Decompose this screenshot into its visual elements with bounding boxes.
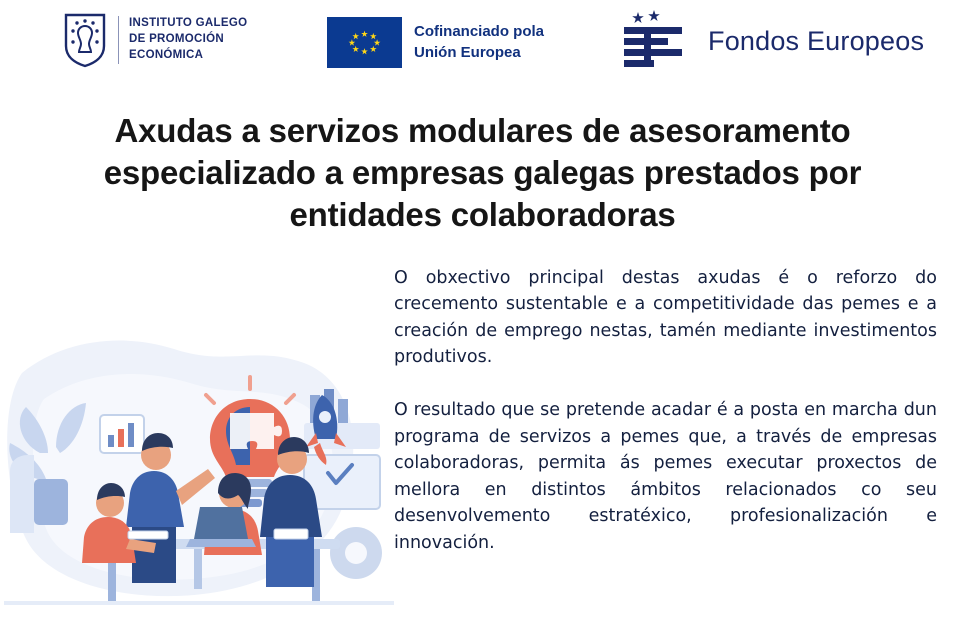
fondos-europeos-logo xyxy=(620,10,924,72)
igape-wordmark xyxy=(118,16,247,64)
teamwork-lightbulb-illustration xyxy=(4,303,394,623)
fondos-europeos-mark-icon xyxy=(620,10,694,72)
fondos-europeos-label: Fondos Europeos xyxy=(708,25,925,56)
logo-bar xyxy=(0,0,965,90)
galicia-coat-of-arms-icon xyxy=(62,12,108,68)
eu-label-line-1: Cofinanciado pola xyxy=(414,23,545,41)
page-title: Axudas a servizos modulares de asesoramento especializado a empresas galegas prestados por entidades colaboradoras xyxy=(103,112,862,234)
igape-line-1: INSTITUTO GALEGO xyxy=(129,17,248,30)
eu-cofinancing-logo xyxy=(327,17,544,68)
igape-line-3: ECONÓMICA xyxy=(129,48,204,61)
body-text xyxy=(394,259,965,557)
eu-flag-icon xyxy=(327,17,402,68)
eu-label-line-2: Unión Europea xyxy=(414,43,521,61)
igape-line-2: DE PROMOCIÓN xyxy=(129,33,224,46)
content-area xyxy=(0,259,965,623)
eu-cofinancing-label xyxy=(414,22,544,63)
paragraph-result: O resultado que se pretende acadar é a posta en marcha dun programa de servizos a pemes que, a través de empresas colaboradoras, permita ás pemes executar proxectos de mellora en distintos ámbitos relacionados co seu desenvolvemento estratéxico, profesionalización e innovación. xyxy=(394,400,937,554)
paragraph-objective: O obxectivo principal destas axudas é o reforzo do crecemento sustentable e a competitividade das pemes e a creación de emprego nestas, tamén mediante investimentos produtivos. xyxy=(394,267,937,368)
igape-logo xyxy=(62,12,247,68)
